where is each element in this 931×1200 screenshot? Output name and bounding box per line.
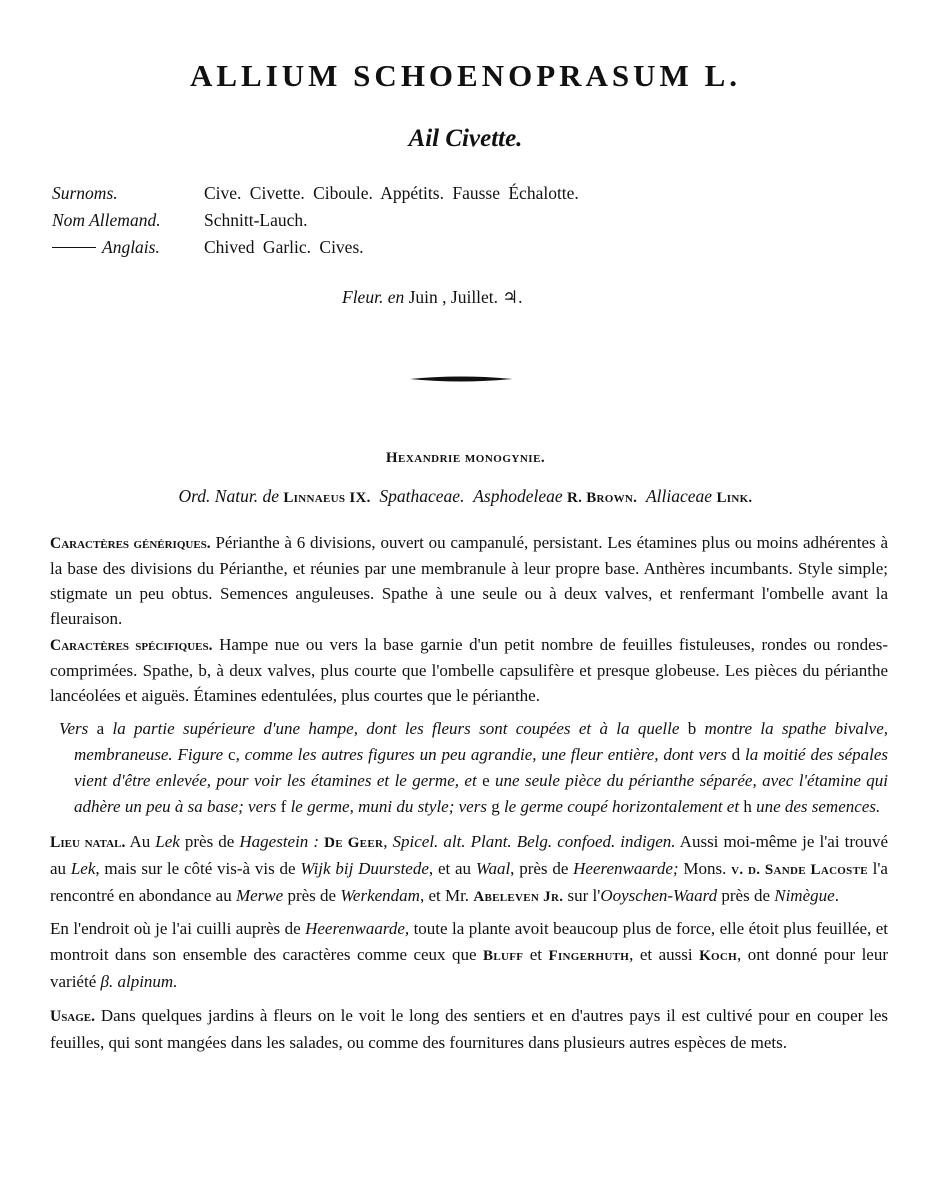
explanation-text: montre la spathe bivalve, membraneuse. Figure <box>74 719 888 764</box>
native-place-text: Au <box>129 832 156 851</box>
native-place-text: , mais sur le côté vis-à vis de <box>95 859 301 878</box>
native-place-text: , et au <box>428 859 476 878</box>
locality-observation-paragraph <box>50 916 888 995</box>
place-name: Lek <box>155 832 180 851</box>
explanation-text: le germe coupé horizontalement et <box>499 797 744 816</box>
explanation-text: une seule pièce du périanthe séparée, avec l'étamine qui adhère un peu à sa base; vers <box>74 771 889 816</box>
explanation-text: , comme les autres figures un peu agrandie, une fleur entière, dont vers <box>235 745 732 764</box>
flowering-label: Fleur. en <box>342 287 405 307</box>
author-name: Fingerhuth <box>548 948 630 964</box>
ditto-dash <box>52 247 96 248</box>
explanation-text: la moitié des sépales vient d'être enlevée, pour voir les étamines et le germe, et <box>74 745 889 790</box>
figure-letter: g <box>491 797 500 816</box>
native-place-text: Aussi moi-même je l'ai trouvé au <box>50 832 889 878</box>
place-name: Hagestein : <box>239 832 320 851</box>
place-name: Wijk bij Duurstede <box>300 859 429 878</box>
work-citation: Spicel. alt. Plant. Belg. confoed. indigen. <box>392 832 676 851</box>
author-name: Koch <box>699 948 737 964</box>
observation-text: toute la plante avoit beaucoup plus de force, elle étoit plus feuillée, et montroit dans son ensemble des caractères comme ceux que <box>50 919 888 964</box>
explanation-text: une des semences. <box>751 797 881 816</box>
place-name: Ooyschen-Waard <box>600 886 718 905</box>
author-name: Abeleven Jr. <box>473 889 564 905</box>
natural-order-line <box>0 486 931 507</box>
flowering-months: Juin , Juillet. <box>408 287 499 307</box>
species-title: ALLIUM SCHOENOPRASUM L. <box>189 58 741 93</box>
observation-text: et <box>523 945 549 964</box>
flowering-time <box>342 284 523 311</box>
native-place-paragraph <box>50 829 888 910</box>
names-value: Chived Garlic. Cives. <box>204 237 364 257</box>
author-name: De Geer <box>324 835 384 851</box>
native-place-text: , et Mr. <box>419 886 474 905</box>
figure-letter: c <box>228 745 236 764</box>
ord-label: Ord. Natur. de <box>178 486 279 506</box>
native-place-text: l'a rencontré en abondance au <box>50 859 888 905</box>
explanation-text: Vers <box>59 719 97 738</box>
native-place-text: , <box>383 832 393 851</box>
place-name: Merwe <box>235 886 284 905</box>
perennial-symbol: ♃. <box>502 287 523 307</box>
figure-letter: e <box>482 771 490 790</box>
section-heading: Caractères spécifiques. <box>50 637 213 654</box>
native-place-text: près de <box>283 886 341 905</box>
section-heading: Caractères génériques. <box>50 535 211 552</box>
native-place-text: près de <box>179 832 240 851</box>
section-heading: Usage. <box>50 1008 96 1025</box>
link-ref: Link. <box>716 490 753 506</box>
explanation-text: le germe, muni du style; vers <box>286 797 492 816</box>
native-place-text: près de <box>717 886 775 905</box>
native-place-text: sur l' <box>563 886 601 905</box>
place-name: Heerenwaarde; <box>573 859 679 878</box>
author-name: v. d. Sande Lacoste <box>731 862 868 878</box>
figure-letter: d <box>731 745 741 764</box>
place-name: Werkendam <box>340 886 420 905</box>
figure-letter: b <box>687 719 697 738</box>
alliaceae: Alliaceae <box>645 486 713 506</box>
usage-paragraph <box>50 1003 888 1056</box>
figure-letter: a <box>96 719 105 738</box>
observation-text: , et aussi <box>629 945 700 964</box>
names-value: Schnitt-Lauch. <box>204 210 308 230</box>
brown-ref: R. Brown. <box>567 490 638 506</box>
usage-text: Dans quelques jardins à fleurs on le voit le long des sentiers et en d'autres pays il est cultivé pour en couper les feuilles, qui sont mangées dans les salades, ou comme des fournitures dans plusieurs autres espèces de mets. <box>50 1006 889 1052</box>
observation-text: En l'endroit où je l'ai cuilli auprès de <box>50 919 306 938</box>
description-body <box>50 530 888 1056</box>
figure-letter: h <box>743 797 752 816</box>
linnaean-class: Hexandrie monogynie. <box>385 450 546 466</box>
linnaeus-ref: Linnaeus IX. <box>283 490 371 506</box>
figure-explanation-paragraph <box>50 716 888 820</box>
native-place-text: , près de <box>510 859 574 878</box>
place-name: Nimègue <box>774 886 835 905</box>
names-label: Nom Allemand. <box>52 210 161 230</box>
native-place-text: . <box>834 886 839 905</box>
native-place-text: Mons. <box>678 859 732 878</box>
spathaceae: Spathaceae. <box>379 486 465 506</box>
place-name: Waal <box>475 859 511 878</box>
specific-characters-text: Hampe nue ou vers la base garnie d'un petit nombre de feuilles fistuleuses, rondes ou rondes-comprimées. Spathe, b, à deux valves, plus courte que l'ombelle capsulifère et presque globeuse. Les pièces du périanthe lancéolées et aiguës. Étamines edentulées, plus courtes que le périanthe. <box>50 635 888 705</box>
names-value: Cive. Civette. Ciboule. Appétits. Fausse Échalotte. <box>204 183 579 203</box>
explanation-text: la partie supérieure d'une hampe, dont les fleurs sont coupées et à la quelle <box>104 719 688 738</box>
section-heading: Lieu natal. <box>50 834 126 851</box>
specific-characters-paragraph <box>50 632 888 708</box>
names-label: Surnoms. <box>52 183 118 203</box>
common-name-subtitle: Ail Civette. <box>408 125 523 152</box>
author-name: Bluff <box>483 948 524 964</box>
figure-letter: f <box>280 797 287 816</box>
names-label-text: Anglais. <box>102 237 160 257</box>
observation-text: , ont donné pour leur variété <box>50 945 888 991</box>
generic-characters-text: Périanthe à 6 divisions, ouvert ou campanulé, persistant. Les étamines plus ou moins adhérentes à la base des divisions du Périanthe, et réunies par une membranule à leur propre base. Anthères incumbants. Style simple; stigmate un peu obtus. Semences anguleuses. Spathe à une seule ou à deux valves, et renfermant l'ombelle avant la fleuraison. <box>50 533 888 628</box>
asphodeleae: Asphodeleae <box>473 486 563 506</box>
generic-characters-paragraph <box>50 530 888 631</box>
place-name: Heerenwaarde, <box>305 919 410 938</box>
variety-name: β. alpinum. <box>100 972 178 991</box>
ornamental-rule <box>410 375 512 383</box>
names-label-with-dash <box>52 234 202 261</box>
place-name: Lek <box>70 859 96 878</box>
